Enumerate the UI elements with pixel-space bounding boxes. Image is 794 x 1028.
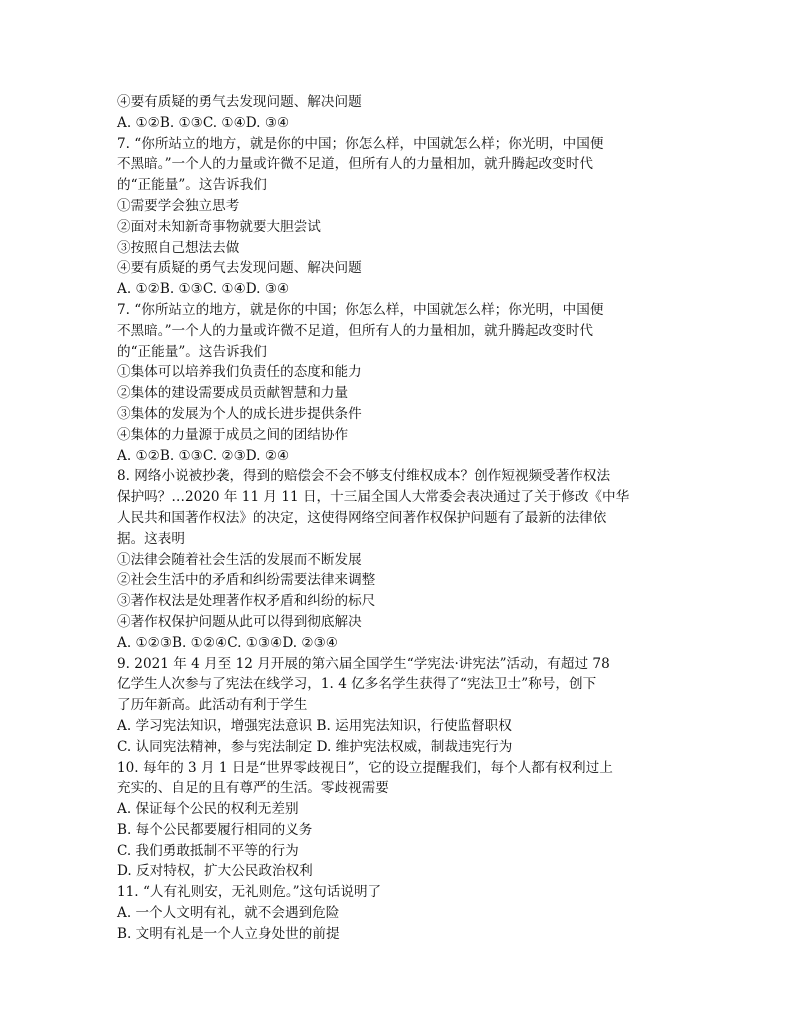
statement-1: ①集体可以培养我们负责任的态度和能力 xyxy=(117,364,362,381)
answer-options-line: A. ①②B. ①③C. ①④D. ③④ xyxy=(117,114,290,131)
question-7b-stem-line-1: 7. “你所站立的地方，就是你的中国；你怎么样，中国就怎么样；你光明，中国便 xyxy=(117,301,604,318)
question-9-stem-line-1: 9. 2021 年 4 月至 12 月开展的第六届全国学生“学宪法·讲宪法”活动，有超过 78 xyxy=(117,655,610,672)
question-8-stem-line-4: 据。这表明 xyxy=(117,530,185,547)
statement-2: ②社会生活中的矛盾和纠纷需要法律来调整 xyxy=(117,572,376,589)
statement-4: ④著作权保护问题从此可以得到彻底解决 xyxy=(117,613,362,630)
question-10-stem-line-2: 充实的、自足的且有尊严的生活。零歧视需要 xyxy=(117,780,389,797)
question-9-stem-line-3: 了历年新高。此活动有利于学生 xyxy=(117,697,308,714)
answer-option-a: A. 一个人文明有礼，就不会遇到危险 xyxy=(117,905,340,922)
question-7-stem-line-1: 7. “你所站立的地方，就是你的中国；你怎么样，中国就怎么样；你光明，中国便 xyxy=(117,135,604,152)
statement-3: ③集体的发展为个人的成长进步提供条件 xyxy=(117,405,362,422)
statement-4: ④要有质疑的勇气去发现问题、解决问题 xyxy=(117,260,362,277)
statement-1: ①法律会随着社会生活的发展而不断发展 xyxy=(117,551,362,568)
question-11-stem: 11. “人有礼则安，无礼则危。”这句话说明了 xyxy=(117,884,382,901)
document-body xyxy=(117,92,687,945)
answer-option-b: B. 文明有礼是一个人立身处世的前提 xyxy=(117,925,340,942)
text-line: ④要有质疑的勇气去发现问题、解决问题 xyxy=(117,94,362,110)
answer-option-c: C. 我们勇敢抵制不平等的行为 xyxy=(117,842,299,859)
answer-option-a: A. 保证每个公民的权利无差别 xyxy=(117,801,299,818)
question-7b-stem-line-2: 不黑暗。”一个人的力量或许微不足道，但所有人的力量相加，就升腾起改变时代 xyxy=(117,322,593,339)
question-7-stem-line-3: 的“正能量”。这告诉我们 xyxy=(117,177,267,194)
statement-2: ②面对未知新奇事物就要大胆尝试 xyxy=(117,218,321,235)
answer-option-d: D. 反对特权，扩大公民政治权利 xyxy=(117,863,313,880)
answer-option-b: B. 每个公民都要履行相同的义务 xyxy=(117,821,313,838)
question-10-stem-line-1: 10. 每年的 3 月 1 日是“世界零歧视日”，它的设立提醒我们，每个人都有权利过上 xyxy=(117,759,613,776)
question-7b-stem-line-3: 的“正能量”。这告诉我们 xyxy=(117,343,267,360)
question-8-stem-line-2: 保护吗？…2020 年 11 月 11 日，十三届全国人大常委会表决通过了关于修改《中华 xyxy=(117,489,630,506)
answer-options-line: C. 认同宪法精神，参与宪法制定 D. 维护宪法权威，制裁违宪行为 xyxy=(117,738,513,755)
answer-options-line: A. 学习宪法知识，增强宪法意识 B. 运用宪法知识，行使监督职权 xyxy=(117,717,512,734)
question-7-stem-line-2: 不黑暗。”一个人的力量或许微不足道，但所有人的力量相加，就升腾起改变时代 xyxy=(117,156,593,173)
statement-3: ③著作权法是处理著作权矛盾和纠纷的标尺 xyxy=(117,593,376,610)
answer-options-line: A. ①②③B. ①②④C. ①③④D. ②③④ xyxy=(117,634,338,651)
answer-options-line: A. ①②B. ①③C. ①④D. ③④ xyxy=(117,281,290,298)
question-8-stem-line-3: 人民共和国著作权法》的决定，这使得网络空间著作权保护问题有了最新的法律依 xyxy=(117,509,607,526)
statement-1: ①需要学会独立思考 xyxy=(117,197,240,214)
question-9-stem-line-2: 亿学生人次参与了宪法在线学习，1. 4 亿多名学生获得了“宪法卫士”称号，创下 xyxy=(117,676,597,693)
answer-options-line: A. ①②B. ①③C. ②③D. ②④ xyxy=(117,447,290,464)
statement-3: ③按照自己想法去做 xyxy=(117,239,240,256)
question-8-stem-line-1: 8. 网络小说被抄袭，得到的赔偿会不会不够支付维权成本？创作短视频受著作权法 xyxy=(117,468,611,485)
statement-4: ④集体的力量源于成员之间的团结协作 xyxy=(117,426,349,443)
statement-2: ②集体的建设需要成员贡献智慧和力量 xyxy=(117,385,349,402)
